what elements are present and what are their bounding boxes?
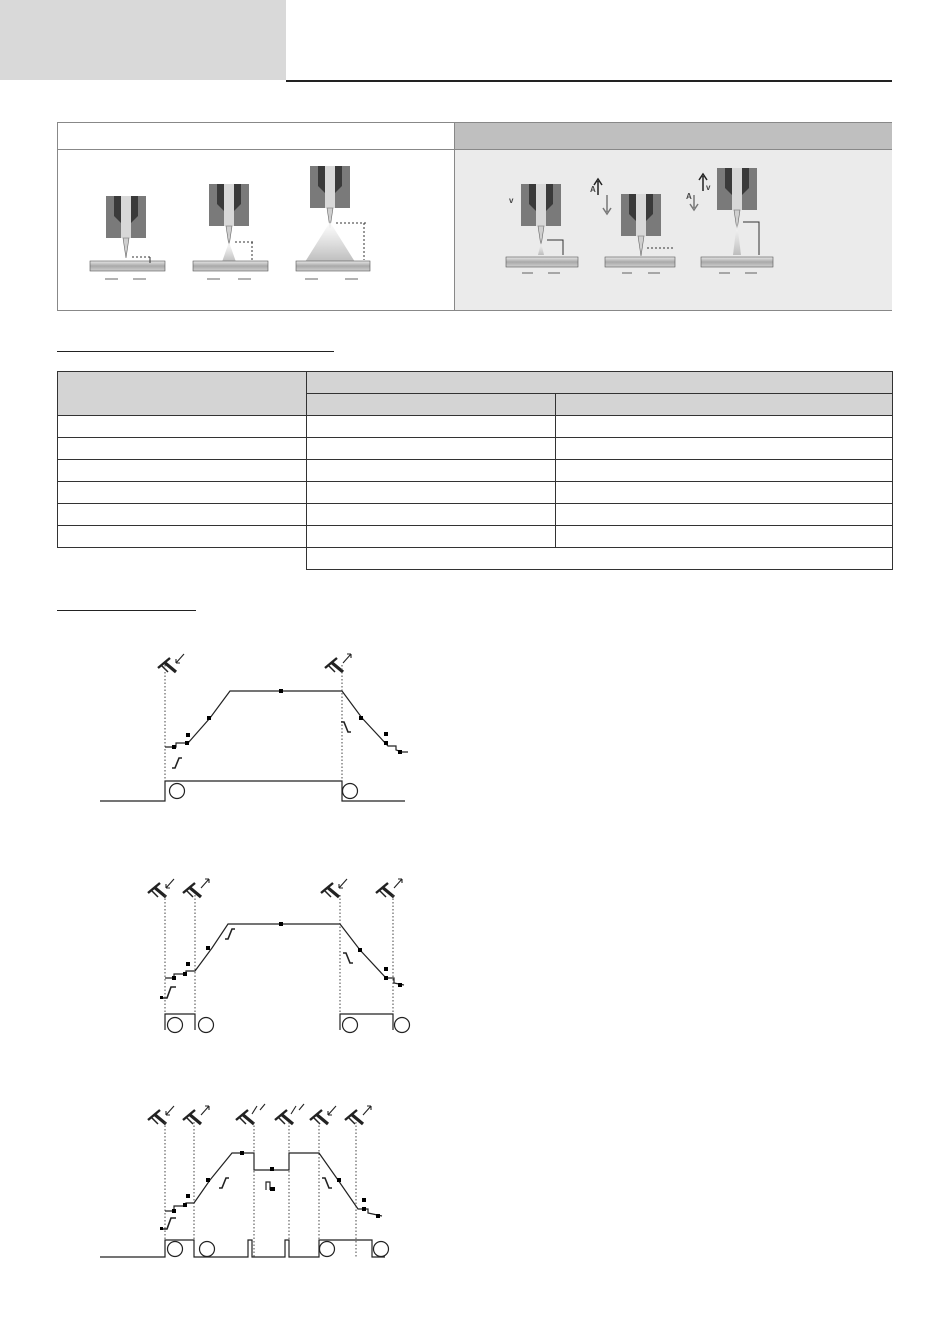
torch-release-icon <box>325 654 351 672</box>
label-a-2: A <box>686 192 692 201</box>
torch-press-icon <box>148 879 174 897</box>
label-v: v <box>509 196 514 205</box>
torch-release-icon <box>183 1106 209 1124</box>
torch-release-icon <box>183 879 209 897</box>
torch-double-icon <box>236 1104 265 1124</box>
label-v-2: v <box>706 183 711 192</box>
timing-diagram-2t <box>100 654 408 801</box>
torch-press-icon <box>321 879 347 897</box>
gas-valve-icon <box>170 784 185 799</box>
torch-press-icon <box>158 654 184 672</box>
torch-release-icon <box>376 879 402 897</box>
torch-release-icon <box>345 1106 371 1124</box>
timing-diagram-4t <box>148 879 410 1033</box>
timing-diagram-bilevel <box>100 1104 389 1258</box>
label-a: A <box>590 185 596 194</box>
torch-double-icon <box>275 1104 304 1124</box>
gas-valve-icon <box>343 784 358 799</box>
torch-press-icon <box>148 1106 174 1124</box>
torch-press-icon <box>310 1106 336 1124</box>
